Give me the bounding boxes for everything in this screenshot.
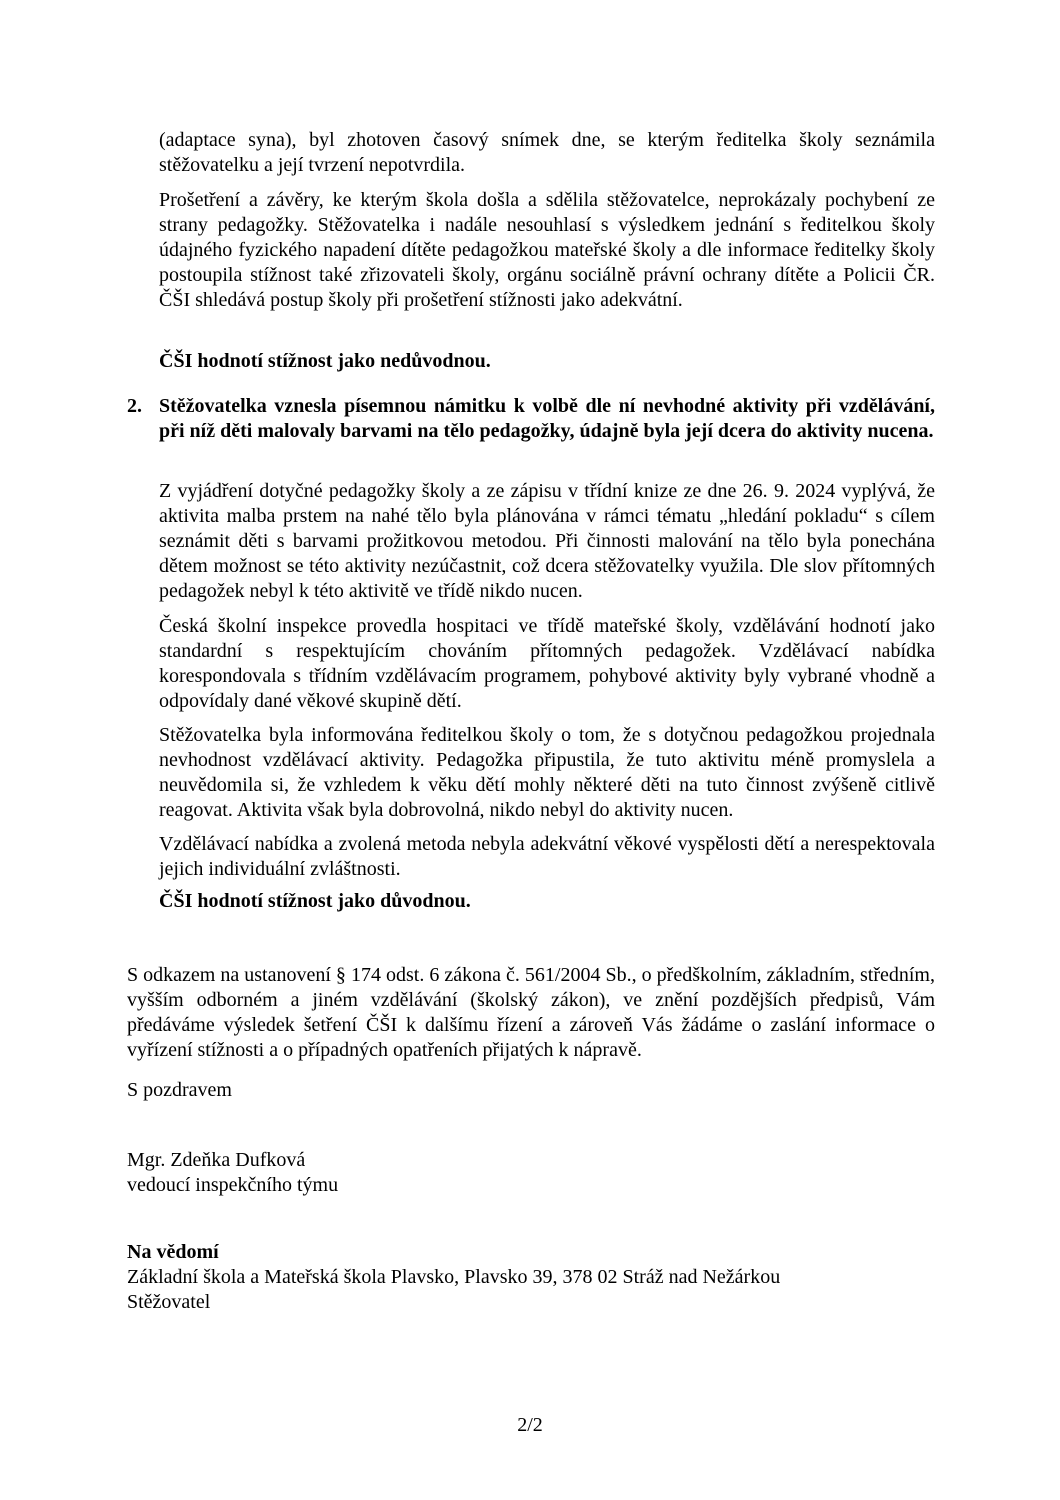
section2-paragraph-2: Česká školní inspekce provedla hospitaci ve třídě mateřské školy, vzdělávání hodnotí jako standardní s respektujícím chováním přítomných pedagožek. Vzdělávací nabídka korespondovala s třídním vzdělávacím programem, pohybové aktivity byly vybrané vhodně a odpovídaly dané věkové skupině dětí. bbox=[159, 615, 935, 712]
page-number: 2/2 bbox=[517, 1414, 543, 1436]
section2-paragraph-1: Z vyjádření dotyčné pedagožky školy a ze zápisu v třídní knize ze dne 26. 9. 2024 vyplývá, že aktivita malba prstem na nahé tělo byla plánována v rámci tématu „hledání pokladu“ s cílem seznámit děti s barvami prožitkovou metodou. Při činnosti malování na tělo byla ponechána dětem možnost se této aktivity nezúčastnit, což dcera stěžovatelky využila. Dle slov přítomných pedagožek nebyl k této aktivitě ve třídě nikdo nucen. bbox=[159, 480, 935, 602]
signer-name: Mgr. Zdeňka Dufková bbox=[127, 1149, 306, 1171]
cc-heading: Na vědomí bbox=[127, 1241, 219, 1263]
section2-verdict: ČŠI hodnotí stížnost jako důvodnou. bbox=[159, 890, 471, 912]
section1-verdict: ČŠI hodnotí stížnost jako nedůvodnou. bbox=[159, 350, 491, 372]
signer-role: vedoucí inspekčního týmu bbox=[127, 1174, 339, 1196]
section1-paragraph-2: Prošetření a závěry, ke kterým škola došla a sdělila stěžovatelce, neprokázaly pochybení ze strany pedagožky. Stěžovatelka i nadále nesouhlasí s výsledkem jednání s ředitelkou školy údajného fyzického napadení dítěte pedagožkou mateřské školy a dle informace ředitelky školy postoupila stížnost také zřizovateli školy, orgánu sociálně právní ochrany dítěte a Policii ČR. ČŠI shledává postup školy při prošetření stížnosti jako adekvátní. bbox=[159, 189, 935, 311]
cc-recipient-complainant: Stěžovatel bbox=[127, 1291, 211, 1313]
greeting: S pozdravem bbox=[127, 1079, 232, 1101]
closing-reference-paragraph: S odkazem na ustanovení § 174 odst. 6 zákona č. 561/2004 Sb., o předškolním, základním, středním, vyšším odborném a jiném vzdělávání (školský zákon), ve znění pozdějších předpisů, Vám předáváme výsledek šetření ČŠI k dalšímu řízení a zároveň Vás žádáme o zaslání informace o vyřízení stížnosti a o případných opatřeních přijatých k nápravě. bbox=[127, 964, 935, 1061]
section2-paragraph-4: Vzdělávací nabídka a zvolená metoda nebyla adekvátní věkové vyspělosti dětí a nerespektovala jejich individuální zvláštnosti. bbox=[159, 833, 935, 880]
section2-number: 2. bbox=[127, 395, 142, 417]
section2-heading: Stěžovatelka vznesla písemnou námitku k volbě dle ní nevhodné aktivity při vzdělávání, při níž děti malovaly barvami na tělo pedagožky, údajně byla její dcera do aktivity nucena. bbox=[159, 395, 935, 442]
section2-paragraph-3: Stěžovatelka byla informována ředitelkou školy o tom, že s dotyčnou pedagožkou projednala nevhodnost vzdělávací aktivity. Pedagožka připustila, že tuto aktivitu méně promyslela a neuvědomila si, že vzhledem k věku dětí mohly některé děti na tuto činnost zvýšeně citlivě reagovat. Aktivita však byla dobrovolná, nikdo nebyl do aktivity nucen. bbox=[159, 724, 935, 821]
cc-recipient-school: Základní škola a Mateřská škola Plavsko, Plavsko 39, 378 02 Stráž nad Nežárkou bbox=[127, 1266, 781, 1288]
section1-paragraph-1: (adaptace syna), byl zhotoven časový snímek dne, se kterým ředitelka školy seznámila stěžovatelku a její tvrzení nepotvrdila. bbox=[159, 129, 935, 176]
